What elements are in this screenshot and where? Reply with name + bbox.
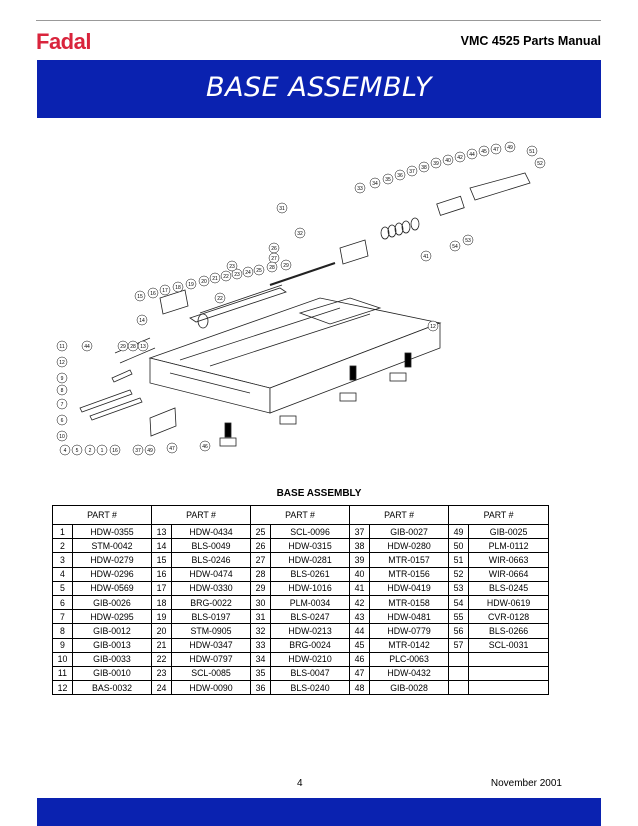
callout xyxy=(145,445,155,455)
item-number-cell: 39 xyxy=(350,553,370,567)
ballscrew xyxy=(270,263,335,285)
item-number-cell: 52 xyxy=(449,567,469,581)
svg-text:42: 42 xyxy=(457,155,463,161)
part-number-cell xyxy=(469,666,549,680)
item-number-cell: 14 xyxy=(152,539,172,553)
item-number-cell: 12 xyxy=(53,681,73,695)
table-row xyxy=(53,681,549,695)
part-number-cell: MTR-0158 xyxy=(370,595,449,609)
item-number-cell: 50 xyxy=(449,539,469,553)
part-number-cell: STM-0905 xyxy=(172,624,251,638)
item-number-cell: 28 xyxy=(251,567,271,581)
svg-text:52: 52 xyxy=(537,161,543,167)
header-rule xyxy=(36,20,601,21)
part-number-cell: HDW-0619 xyxy=(469,595,549,609)
svg-text:22: 22 xyxy=(217,296,223,302)
svg-text:41: 41 xyxy=(423,254,429,260)
part-number-cell: GIB-0028 xyxy=(370,681,449,695)
part-number-cell: PLM-0112 xyxy=(469,539,549,553)
part-number-cell: HDW-0419 xyxy=(370,581,449,595)
svg-text:15: 15 xyxy=(137,294,143,300)
part-number-cell: SCL-0085 xyxy=(172,666,251,680)
part-number-cell: HDW-0481 xyxy=(370,610,449,624)
svg-text:13: 13 xyxy=(140,344,146,350)
table-row xyxy=(53,638,549,652)
item-number-cell: 18 xyxy=(152,595,172,609)
item-number-cell: 11 xyxy=(53,666,73,680)
callout xyxy=(137,315,147,325)
item-number-cell: 40 xyxy=(350,567,370,581)
callout xyxy=(443,155,453,165)
callout xyxy=(281,260,291,270)
item-number-cell: 30 xyxy=(251,595,271,609)
part-number-cell: STM-0042 xyxy=(73,539,152,553)
svg-text:12: 12 xyxy=(430,324,436,330)
svg-text:37: 37 xyxy=(135,448,141,454)
callout xyxy=(57,415,67,425)
callout xyxy=(227,261,237,271)
callout xyxy=(57,357,67,367)
callout xyxy=(200,441,210,451)
item-number-cell: 36 xyxy=(251,681,271,695)
item-number-cell: 8 xyxy=(53,624,73,638)
part-number-cell: HDW-0330 xyxy=(172,581,251,595)
callout xyxy=(72,445,82,455)
part-number-cell: BLS-0240 xyxy=(271,681,350,695)
item-number-cell: 24 xyxy=(152,681,172,695)
parts-table-body xyxy=(53,525,549,695)
callout xyxy=(215,293,225,303)
callout xyxy=(407,166,417,176)
svg-text:25: 25 xyxy=(256,268,262,274)
part-number-cell: GIB-0026 xyxy=(73,595,152,609)
part-number-cell: HDW-0315 xyxy=(271,539,350,553)
table-row xyxy=(53,652,549,666)
svg-text:51: 51 xyxy=(529,149,535,155)
item-number-cell: 31 xyxy=(251,610,271,624)
title-banner xyxy=(37,60,601,118)
callout xyxy=(110,445,120,455)
table-title: BASE ASSEMBLY xyxy=(276,488,362,499)
item-number-cell: 46 xyxy=(350,652,370,666)
svg-text:23: 23 xyxy=(234,272,240,278)
part-number-cell: BLS-0261 xyxy=(271,567,350,581)
callout xyxy=(97,445,107,455)
item-number-cell: 49 xyxy=(449,525,469,539)
callout xyxy=(148,288,158,298)
svg-text:36: 36 xyxy=(397,173,403,179)
item-number-cell: 45 xyxy=(350,638,370,652)
svg-text:45: 45 xyxy=(481,149,487,155)
svg-text:54: 54 xyxy=(452,244,458,250)
table-row xyxy=(53,525,549,539)
item-number-cell: 32 xyxy=(251,624,271,638)
item-number-cell xyxy=(449,681,469,695)
part-number-cell: GIB-0033 xyxy=(73,652,152,666)
callout xyxy=(254,265,264,275)
svg-text:5: 5 xyxy=(75,448,79,454)
callout xyxy=(450,241,460,251)
item-number-cell: 4 xyxy=(53,567,73,581)
callout xyxy=(467,149,477,159)
svg-text:11: 11 xyxy=(59,344,65,350)
svg-text:1: 1 xyxy=(100,448,104,454)
part-number-cell: BAS-0032 xyxy=(73,681,152,695)
svg-text:28: 28 xyxy=(130,344,136,350)
part-number-cell: BLS-0245 xyxy=(469,581,549,595)
item-number-cell: 17 xyxy=(152,581,172,595)
svg-text:39: 39 xyxy=(433,161,439,167)
callout xyxy=(370,178,380,188)
svg-text:31: 31 xyxy=(279,206,285,212)
column-header: PART # xyxy=(350,506,449,525)
callout xyxy=(135,291,145,301)
part-number-cell: HDW-0474 xyxy=(172,567,251,581)
svg-text:4: 4 xyxy=(63,448,67,454)
svg-text:12: 12 xyxy=(59,360,65,366)
svg-text:21: 21 xyxy=(212,276,218,282)
svg-text:49: 49 xyxy=(507,145,513,151)
leveling-foot xyxy=(220,438,236,446)
part-number-cell: WIR-0663 xyxy=(469,553,549,567)
svg-text:35: 35 xyxy=(385,177,391,183)
item-number-cell: 26 xyxy=(251,539,271,553)
svg-text:8: 8 xyxy=(60,388,64,394)
parts-table xyxy=(52,505,549,695)
part-number-cell: SCL-0031 xyxy=(469,638,549,652)
svg-text:7: 7 xyxy=(60,402,64,408)
item-number-cell: 53 xyxy=(449,581,469,595)
svg-text:22: 22 xyxy=(223,274,229,280)
column-header: PART # xyxy=(251,506,350,525)
svg-text:47: 47 xyxy=(169,446,175,452)
svg-text:6: 6 xyxy=(60,418,64,424)
callout xyxy=(57,431,67,441)
brand-logo: Fadal xyxy=(36,29,91,54)
item-number-cell: 34 xyxy=(251,652,271,666)
callout xyxy=(419,162,429,172)
callout xyxy=(57,373,67,383)
part-number-cell: GIB-0027 xyxy=(370,525,449,539)
item-number-cell xyxy=(449,652,469,666)
svg-text:34: 34 xyxy=(372,181,378,187)
svg-text:32: 32 xyxy=(297,231,303,237)
callout xyxy=(82,341,92,351)
callout xyxy=(199,276,209,286)
part-number-cell: BRG-0022 xyxy=(172,595,251,609)
table-row xyxy=(53,610,549,624)
item-number-cell: 43 xyxy=(350,610,370,624)
table-header-row xyxy=(53,506,549,525)
item-number-cell: 3 xyxy=(53,553,73,567)
svg-text:17: 17 xyxy=(162,288,168,294)
callout xyxy=(527,146,537,156)
table-row xyxy=(53,539,549,553)
callout xyxy=(491,144,501,154)
exploded-assembly-diagram xyxy=(50,138,560,468)
callout xyxy=(57,341,67,351)
svg-text:38: 38 xyxy=(421,165,427,171)
page-number: 4 xyxy=(297,778,303,789)
svg-text:16: 16 xyxy=(112,448,118,454)
part-number-cell: MTR-0142 xyxy=(370,638,449,652)
table-row xyxy=(53,581,549,595)
callout xyxy=(535,158,545,168)
part-number-cell xyxy=(469,681,549,695)
column-header: PART # xyxy=(449,506,549,525)
table-row xyxy=(53,567,549,581)
part-number-cell: HDW-1016 xyxy=(271,581,350,595)
svg-text:19: 19 xyxy=(188,282,194,288)
svg-text:28: 28 xyxy=(269,265,275,271)
part-number-cell: GIB-0010 xyxy=(73,666,152,680)
part-number-cell: BLS-0266 xyxy=(469,624,549,638)
item-number-cell: 20 xyxy=(152,624,172,638)
callout xyxy=(128,341,138,351)
item-number-cell: 9 xyxy=(53,638,73,652)
item-number-cell: 2 xyxy=(53,539,73,553)
item-number-cell: 21 xyxy=(152,638,172,652)
callout xyxy=(210,273,220,283)
item-number-cell: 5 xyxy=(53,581,73,595)
item-number-cell: 37 xyxy=(350,525,370,539)
item-number-cell: 41 xyxy=(350,581,370,595)
callout xyxy=(85,445,95,455)
item-number-cell: 54 xyxy=(449,595,469,609)
part-number-cell: HDW-0281 xyxy=(271,553,350,567)
svg-text:24: 24 xyxy=(245,270,251,276)
item-number-cell: 57 xyxy=(449,638,469,652)
item-number-cell: 35 xyxy=(251,666,271,680)
item-number-cell: 22 xyxy=(152,652,172,666)
callout xyxy=(133,445,143,455)
svg-text:44: 44 xyxy=(84,344,90,350)
part-number-cell: BLS-0047 xyxy=(271,666,350,680)
callout xyxy=(60,445,70,455)
item-number-cell xyxy=(449,666,469,680)
callout xyxy=(173,282,183,292)
part-number-cell: BLS-0049 xyxy=(172,539,251,553)
svg-text:16: 16 xyxy=(150,291,156,297)
callout xyxy=(167,443,177,453)
part-number-cell: BRG-0024 xyxy=(271,638,350,652)
callout xyxy=(277,203,287,213)
callout xyxy=(505,142,515,152)
item-number-cell: 15 xyxy=(152,553,172,567)
callout xyxy=(455,152,465,162)
column-header: PART # xyxy=(152,506,251,525)
item-number-cell: 7 xyxy=(53,610,73,624)
callout xyxy=(221,271,231,281)
part-number-cell: BLS-0197 xyxy=(172,610,251,624)
callout xyxy=(463,235,473,245)
callout xyxy=(160,285,170,295)
table-row xyxy=(53,666,549,680)
page-title: BASE ASSEMBLY xyxy=(206,72,432,103)
item-number-cell: 10 xyxy=(53,652,73,666)
part-number-cell: PLM-0034 xyxy=(271,595,350,609)
part-number-cell xyxy=(469,652,549,666)
callout xyxy=(395,170,405,180)
callout xyxy=(479,146,489,156)
table-row xyxy=(53,624,549,638)
item-number-cell: 56 xyxy=(449,624,469,638)
footer-date: November 2001 xyxy=(490,778,562,789)
callout xyxy=(269,253,279,263)
svg-text:29: 29 xyxy=(283,263,289,269)
part-number-cell: HDW-0210 xyxy=(271,652,350,666)
column-header: PART # xyxy=(53,506,152,525)
callout xyxy=(295,228,305,238)
item-number-cell: 13 xyxy=(152,525,172,539)
svg-text:46: 46 xyxy=(202,444,208,450)
diagram-drawing xyxy=(80,173,530,446)
part-number-cell: HDW-0355 xyxy=(73,525,152,539)
callout xyxy=(421,251,431,261)
callout xyxy=(269,243,279,253)
callout xyxy=(57,385,67,395)
svg-text:29: 29 xyxy=(120,344,126,350)
item-number-cell: 38 xyxy=(350,539,370,553)
item-number-cell: 16 xyxy=(152,567,172,581)
part-number-cell: HDW-0296 xyxy=(73,567,152,581)
callout xyxy=(186,279,196,289)
part-number-cell: HDW-0295 xyxy=(73,610,152,624)
part-number-cell: HDW-0432 xyxy=(370,666,449,680)
item-number-cell: 23 xyxy=(152,666,172,680)
callout xyxy=(267,262,277,272)
item-number-cell: 55 xyxy=(449,610,469,624)
callout xyxy=(57,399,67,409)
svg-text:49: 49 xyxy=(147,448,153,454)
part-number-cell: HDW-0797 xyxy=(172,652,251,666)
item-number-cell: 29 xyxy=(251,581,271,595)
svg-text:23: 23 xyxy=(229,264,235,270)
svg-text:10: 10 xyxy=(59,434,65,440)
svg-text:27: 27 xyxy=(271,256,277,262)
part-number-cell: GIB-0012 xyxy=(73,624,152,638)
part-number-cell: HDW-0090 xyxy=(172,681,251,695)
callout xyxy=(428,321,438,331)
item-number-cell: 6 xyxy=(53,595,73,609)
svg-text:44: 44 xyxy=(469,152,475,158)
item-number-cell: 47 xyxy=(350,666,370,680)
callout xyxy=(383,174,393,184)
item-number-cell: 42 xyxy=(350,595,370,609)
svg-text:33: 33 xyxy=(357,186,363,192)
callout xyxy=(118,341,128,351)
part-number-cell: CVR-0128 xyxy=(469,610,549,624)
callout xyxy=(243,267,253,277)
callout xyxy=(138,341,148,351)
part-number-cell: HDW-0347 xyxy=(172,638,251,652)
part-number-cell: GIB-0013 xyxy=(73,638,152,652)
svg-text:53: 53 xyxy=(465,238,471,244)
item-number-cell: 33 xyxy=(251,638,271,652)
part-number-cell: MTR-0157 xyxy=(370,553,449,567)
part-number-cell: BLS-0246 xyxy=(172,553,251,567)
svg-text:37: 37 xyxy=(409,169,415,175)
part-number-cell: PLC-0063 xyxy=(370,652,449,666)
part-number-cell: HDW-0280 xyxy=(370,539,449,553)
bearing-block xyxy=(340,240,368,264)
callout xyxy=(355,183,365,193)
footer-bar xyxy=(37,798,601,826)
svg-text:20: 20 xyxy=(201,279,207,285)
part-number-cell: SCL-0096 xyxy=(271,525,350,539)
part-number-cell: MTR-0156 xyxy=(370,567,449,581)
part-number-cell: WIR-0664 xyxy=(469,567,549,581)
part-number-cell: HDW-0569 xyxy=(73,581,152,595)
svg-text:18: 18 xyxy=(175,285,181,291)
svg-text:40: 40 xyxy=(445,158,451,164)
svg-text:47: 47 xyxy=(493,147,499,153)
item-number-cell: 1 xyxy=(53,525,73,539)
item-number-cell: 51 xyxy=(449,553,469,567)
item-number-cell: 27 xyxy=(251,553,271,567)
ring-set xyxy=(381,218,419,239)
part-number-cell: HDW-0779 xyxy=(370,624,449,638)
svg-text:2: 2 xyxy=(88,448,92,454)
part-number-cell: BLS-0247 xyxy=(271,610,350,624)
part-number-cell: GIB-0025 xyxy=(469,525,549,539)
part-number-cell: HDW-0213 xyxy=(271,624,350,638)
item-number-cell: 19 xyxy=(152,610,172,624)
item-number-cell: 25 xyxy=(251,525,271,539)
callout xyxy=(431,158,441,168)
svg-text:26: 26 xyxy=(271,246,277,252)
manual-title: VMC 4525 Parts Manual xyxy=(460,34,601,48)
item-number-cell: 44 xyxy=(350,624,370,638)
svg-text:9: 9 xyxy=(60,376,64,382)
table-row xyxy=(53,595,549,609)
part-number-cell: HDW-0279 xyxy=(73,553,152,567)
svg-text:14: 14 xyxy=(139,318,145,324)
motor-body xyxy=(470,173,530,200)
table-row xyxy=(53,553,549,567)
item-number-cell: 48 xyxy=(350,681,370,695)
part-number-cell: HDW-0434 xyxy=(172,525,251,539)
